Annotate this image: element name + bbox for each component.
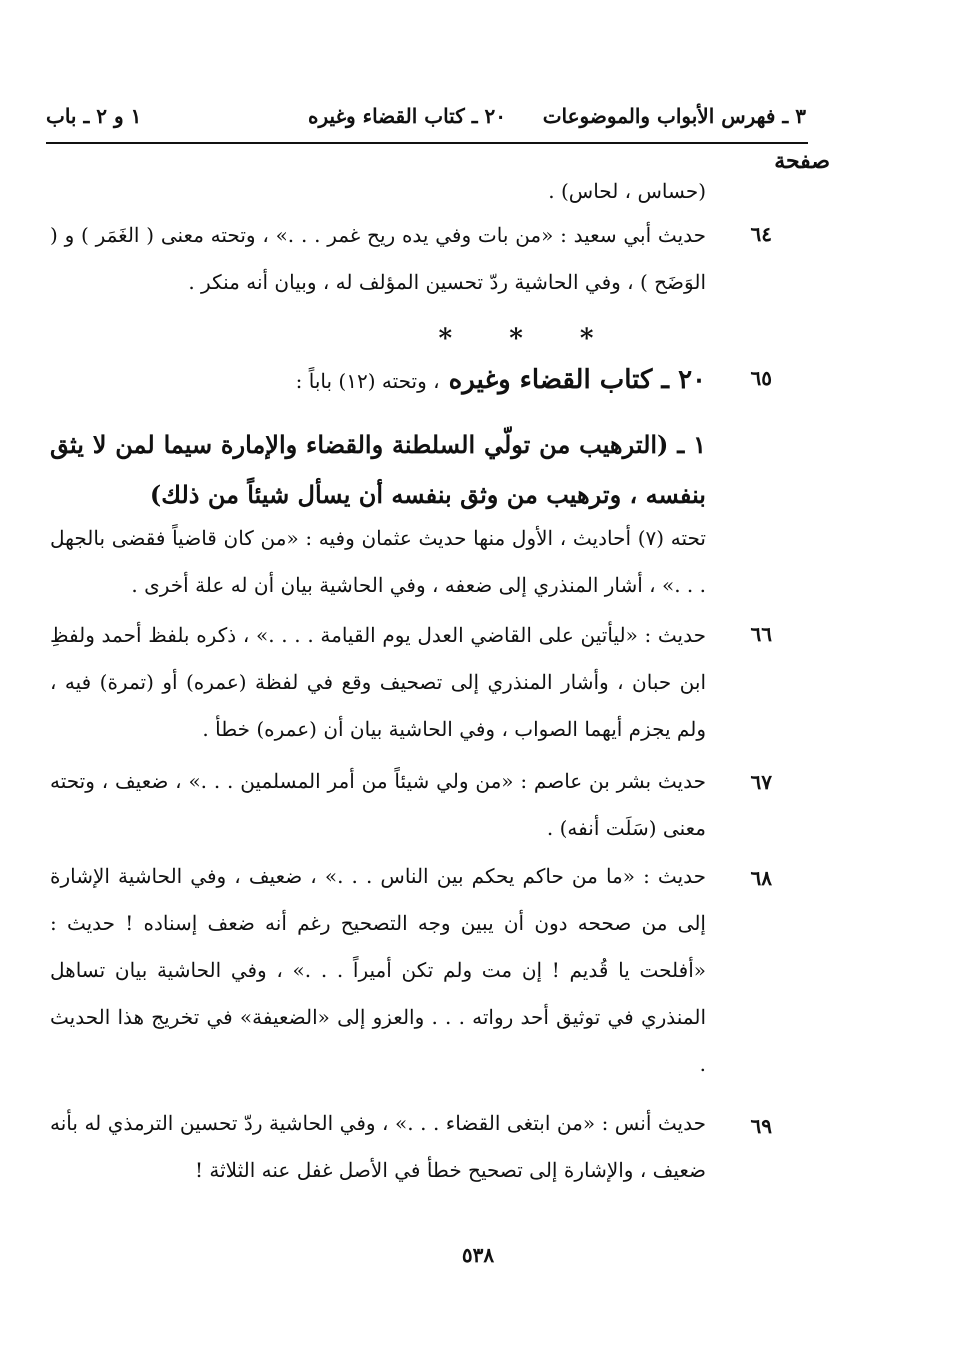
entry-64-text: حديث أبي سعيد : «من بات وفي يده ريح غمر . . .» ، وتحته معنى ( الغَمَر ) و ( الوَضَح ) ، وفي الحاشية ردّ تحسين المؤلف له ، وبيان أنه منكر . <box>50 223 706 294</box>
header-rule <box>46 142 808 144</box>
entry-number-68: ٦٨ <box>750 866 772 890</box>
entry-67-text: حديث بشر بن عاصم : «من ولي شيئاً من أمر المسلمين . . .» ، ضعيف ، وتحته معنى (سَلَت أنفه) . <box>50 769 706 840</box>
entry-number-64: ٦٤ <box>750 222 772 246</box>
entry-number-65: ٦٥ <box>750 366 772 390</box>
entry-number-69: ٦٩ <box>750 1114 772 1138</box>
entry-number-66: ٦٦ <box>750 622 772 646</box>
chapter-title: ٢٠ ـ كتاب القضاء وغيره <box>448 365 706 395</box>
page-number: ٥٣٨ <box>461 1243 495 1267</box>
entry-66-text: حديث : «ليأتين على القاضي العدل يوم القيامة . . . .» ، ذكره بلفظ أحمد ولفظِ ابن حبان ، وأشار المنذري إلى تصحيف وقع في لفظة (عمره) أو (تمرة) فيه ، ولم يجزم أيهما الصواب ، وفي الحاشية بيان أن (عمره) خطأ . <box>50 623 706 741</box>
continued-text: (حساس ، لحاس) . <box>548 179 706 203</box>
header-book-title: ٢٠ ـ كتاب القضاء وغيره <box>308 104 506 128</box>
section-1-text: تحته (٧) أحاديث ، الأول منها حديث عثمان وفيه : «من كان قاضياً فقضى بالجهل . . .» ، أشار المنذري إلى ضعفه ، وفي الحاشية بيان أن له علة أخرى . <box>50 526 706 597</box>
header-chapter-range: ١ و ٢ ـ باب <box>46 104 142 128</box>
page-column-label: صفحة <box>774 148 830 174</box>
entry-number-67: ٦٧ <box>750 770 772 794</box>
section-divider-stars: * * * <box>438 324 618 354</box>
section-1-title: ١ ـ (الترهيب من تولّي السلطنة والقضاء والإمارة سيما لمن لا يثق بنفسه ، وترهيب من وثق بنفسه أن يسأل شيئاً من ذلك) <box>50 430 706 509</box>
entry-69-text: حديث أنس : «من ابتغى القضاء . . .» ، وفي الحاشية ردّ تحسين الترمذي له بأنه ضعيف ، والإشارة إلى تصحيح خطأ في الأصل غفل عنه الثلاثة ! <box>50 1111 706 1182</box>
chapter-heading <box>50 360 706 401</box>
header-index-title: ٣ ـ فهرس الأبواب والموضوعات <box>542 104 806 128</box>
chapter-subtitle: ، وتحته (١٢) باباً : <box>295 369 440 393</box>
running-header <box>46 104 806 140</box>
entry-68-text: حديث : «ما من حاكم يحكم بين الناس . . .» ، ضعيف ، وفي الحاشية الإشارة إلى من صححه دون أن يبين وجه التصحيح رغم أنه ضعف إسناده ! حديث : «أفلحت يا قُديم ! إن مت ولم تكن أميراً . . .» ، وفي الحاشية بيان تساهل المنذري في توثيق أحد رواته . . . والعزو إلى «الضعيفة» في تخريج هذا الحديث . <box>50 864 706 1076</box>
